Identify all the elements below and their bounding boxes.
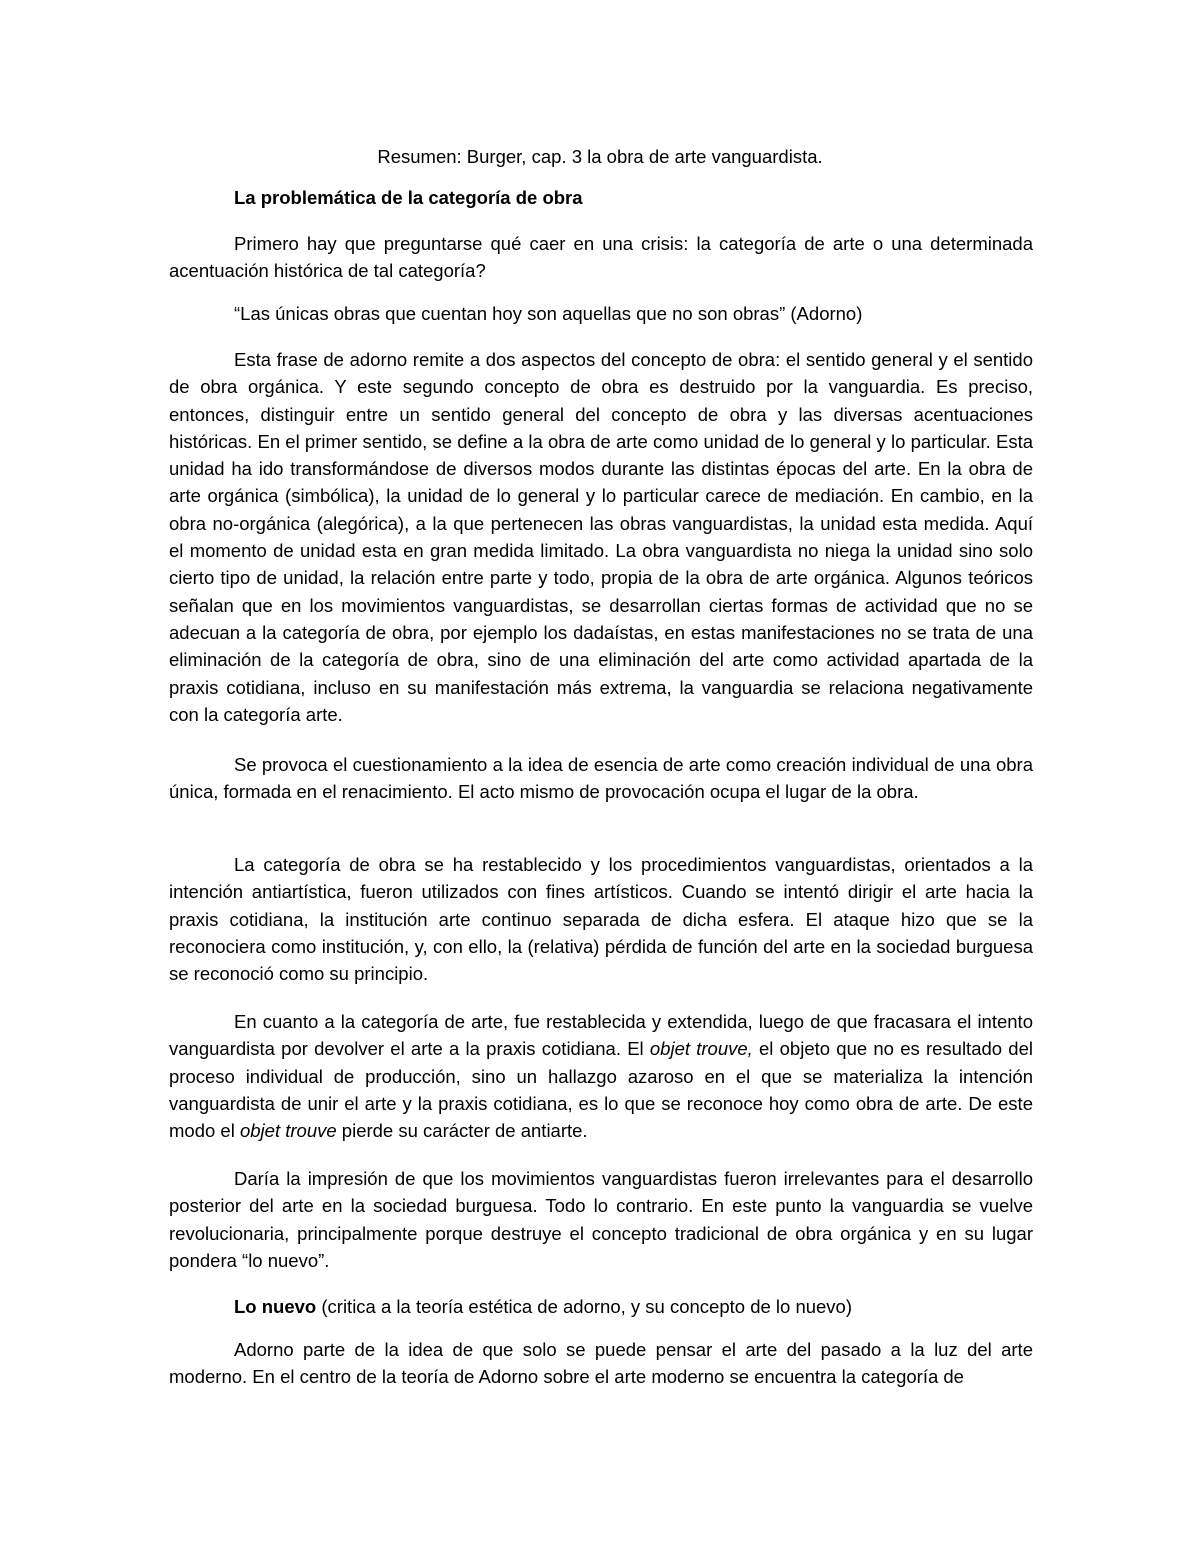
- paragraph-7: Adorno parte de la idea de que solo se puede pensar el arte del pasado a la luz del arte moderno. En el centro de la teoría de Adorno sobre el arte moderno se encuentra la categoría de: [169, 1339, 1033, 1388]
- paragraph-1: Primero hay que preguntarse qué caer en una crisis: la categoría de arte o una determinada acentuación histórica de tal categoría?: [169, 233, 1033, 282]
- paragraph-3: Se provoca el cuestionamiento a la idea de esencia de arte como creación individual de una obra única, formada en el renacimiento. El acto mismo de provocación ocupa el lugar de la obra.: [169, 754, 1033, 803]
- paragraph-5-part-b: el objeto que no es resultado del proceso individual de producción, sino un hallazgo azaroso en el que se materializa la intención vanguardista de unir el arte y la praxis cotidiana, es lo que se reconoce hoy como obra de arte. De este modo el: [169, 1038, 1033, 1142]
- section-heading-lo-nuevo: [234, 1293, 852, 1321]
- section-heading-lo-nuevo-bold: Lo nuevo: [234, 1296, 317, 1317]
- section-heading-obra: La problemática de la categoría de obra: [234, 187, 583, 208]
- objet-trouve-term-2: objet trouve: [239, 1120, 337, 1142]
- document-title: Resumen: Burger, cap. 3 la obra de arte vanguardista.: [377, 146, 823, 167]
- paragraph-4: La categoría de obra se ha restablecido y los procedimientos vanguardistas, orientados a la intención antiartística, fueron utilizados con fines artísticos. Cuando se intentó dirigir el arte hacia la praxis cotidiana, la institución arte continuo separada de dicha esfera. El ataque hizo que se la reconociera como institución, y, con ello, la (relativa) pérdida de función del arte en la sociedad burguesa se reconoció como su principio.: [169, 854, 1033, 985]
- section-heading-lo-nuevo-rest: (critica a la teoría estética de adorno, y su concepto de lo nuevo): [316, 1296, 853, 1317]
- objet-trouve-term: objet trouve,: [649, 1038, 753, 1060]
- paragraph-2: Esta frase de adorno remite a dos aspectos del concepto de obra: el sentido general y el sentido de obra orgánica. Y este segundo concepto de obra es destruido por la vanguardia. Es preciso, entonces, distinguir entre un sentido general del concepto de obra y las diversas acentuaciones históricas. En el primer sentido, se define a la obra de arte como unidad de lo general y lo particular. Esta unidad ha ido transformándose de diversos modos durante las distintas épocas del arte. En la obra de arte orgánica (simbólica), la unidad de lo general y lo particular carece de mediación. En cambio, en la obra no-orgánica (alegórica), a la que pertenecen las obras vanguardistas, la unidad esta medida. Aquí el momento de unidad esta en gran medida limitado. La obra vanguardista no niega la unidad sino solo cierto tipo de unidad, la relación entre parte y todo, propia de la obra de arte orgánica. Algunos teóricos señalan que en los movimientos vanguardistas, se desarrollan ciertas formas de actividad que no se adecuan a la categoría de obra, por ejemplo los dadaístas, en estas manifestaciones no se trata de una eliminación de la categoría de obra, sino de una eliminación del arte como actividad apartada de la praxis cotidiana, incluso en su manifestación más extrema, la vanguardia se relaciona negativamente con la categoría arte.: [169, 349, 1033, 725]
- paragraph-6: Daría la impresión de que los movimientos vanguardistas fueron irrelevantes para el desarrollo posterior del arte en la sociedad burguesa. Todo lo contrario. En este punto la vanguardia se vuelve revolucionaria, principalmente porque destruye el concepto tradicional de obra orgánica y en su lugar pondera “lo nuevo”.: [169, 1168, 1033, 1271]
- paragraph-5-part-c: pierde su carácter de antiarte.: [336, 1120, 588, 1142]
- adorno-quote: “Las únicas obras que cuentan hoy son aquellas que no son obras” (Adorno): [234, 303, 863, 324]
- paragraph-5: [169, 1008, 1033, 1144]
- paragraph-5-part-a: En cuanto a la categoría de arte, fue restablecida y extendida, luego de que fracasara el intento vanguardista por devolver el arte a la praxis cotidiana. El: [169, 1011, 1033, 1060]
